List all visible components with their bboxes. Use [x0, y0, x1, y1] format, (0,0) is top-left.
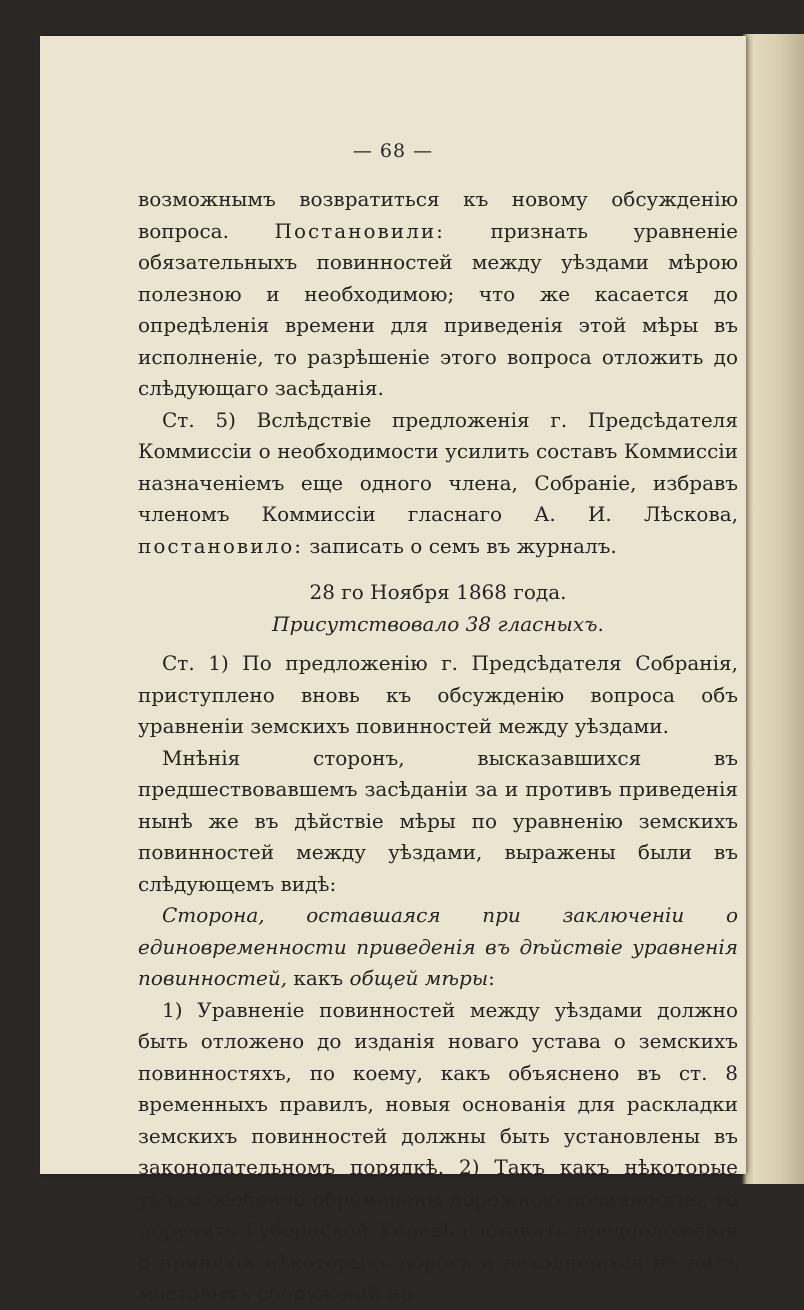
page-body — [138, 184, 738, 1310]
resolution-lead-2: постановило: — [138, 533, 304, 558]
paragraph-6: 1) Уравненіе повинностей между уѣздами должно быть отложено до изданія новаго устава о земскихъ повинностяхъ, по коему, какъ объяснено въ ст. 8 временныхъ правилъ, новыя основанія для раскладки земскихъ повинностей должны быть установлены въ законодательномъ порядкѣ. 2) Такъ какъ нѣкоторые уѣзды особенно обременены дорожною повинностію, то поручить Губернской Управѣ составить предположенія о принятіи нѣкоторыхъ дорогъ и находящихся на нихъ мостовыхъ сооруженій на — [138, 997, 738, 1305]
resolution-lead-1: Постановили: — [274, 218, 445, 243]
paragraph-1-start: возможнымъ возвратиться къ новому обсужденію вопроса. — [138, 187, 738, 243]
paragraph-2-start: Ст. 5) Вслѣдствіе предложенія г. Предсѣдателя Коммиссіи о необходимости усилить составъ Коммиссіи назначеніемъ еще одного члена, Собраніе, избравъ членомъ Коммиссіи гласнаго А. И. Лѣскова, — [138, 407, 738, 526]
book-page — [40, 36, 746, 1305]
paragraph-1-rest: признать уравненіе обязательныхъ повинностей между уѣздами мѣрою полезною и необходимою; что же касается до опредѣленія времени для приведенія этой мѣры въ исполненіе, то разрѣшеніе этого вопроса отложить до слѣдующаго засѣданія. — [138, 218, 739, 400]
session-date-heading: 28 го Ноября 1868 года. — [309, 580, 567, 604]
attendance-heading: Присутствовало 38 гласныхъ. — [272, 611, 604, 636]
paragraph-1 — [138, 184, 738, 405]
page-number: — 68 — — [352, 140, 434, 162]
page-edge — [742, 34, 804, 1184]
paragraph-2-rest: записать о семъ въ журналъ. — [309, 533, 617, 558]
paragraph-5-colon: : — [488, 966, 495, 990]
paragraph-3: Ст. 1) По предложенію г. Предсѣдателя Собранія, приступлено вновь къ обсужденію вопроса объ уравненіи земскихъ повинностей между уѣздами. — [138, 651, 738, 738]
paragraph-2 — [138, 405, 738, 563]
paragraph-5 — [138, 900, 738, 995]
paragraph-5-plain: какъ — [287, 966, 350, 990]
paragraph-4: Мнѣнія сторонъ, высказавшихся въ предшествовавшемъ засѣданіи за и противъ приведенія нынѣ же въ дѣйствіе мѣры по уравненію земскихъ повинностей между уѣздами, выражены были въ слѣдующемъ видѣ: — [138, 745, 738, 896]
paragraph-5-italic-end: общей мѣры — [349, 966, 489, 990]
paragraph-5-italic: Сторона, оставшаяся при заключеніи о единовременности приведенія въ дѣйствіе уравненія повинностей, — [138, 903, 738, 990]
